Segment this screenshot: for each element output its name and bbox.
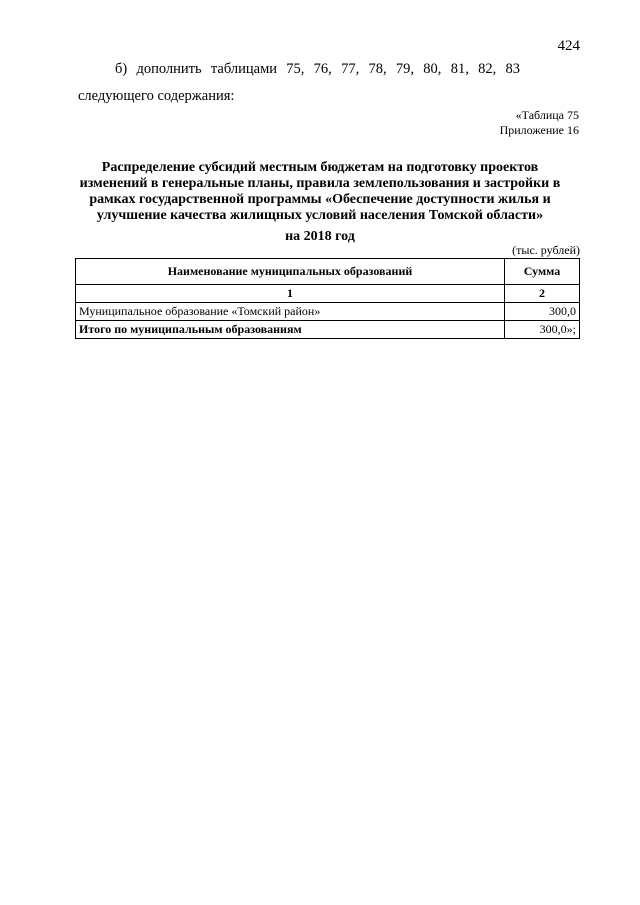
header-amount: Сумма xyxy=(505,259,580,285)
total-label: Итого по муниципальным образованиям xyxy=(76,321,505,339)
header-municipality: Наименование муниципальных образований xyxy=(76,259,505,285)
column-number-row xyxy=(76,285,580,303)
document-title-year: на 2018 год xyxy=(285,229,355,244)
table-number: «Таблица 75 xyxy=(515,108,579,122)
intro-paragraph-continuation: следующего содержания: xyxy=(78,88,235,104)
column-number-1: 1 xyxy=(76,285,505,303)
document-title: Распределение субсидий местным бюджетам на подготовку проектов изменений в генеральные планы, правила землепользования и застройки в рамках государственной программы «Обеспечение доступности жилья и улучшение качества жилищных условий населения Томской области» xyxy=(79,160,561,223)
column-number-2: 2 xyxy=(505,285,580,303)
appendix-number: Приложение 16 xyxy=(499,123,579,137)
table-header-row xyxy=(76,259,580,285)
municipality-name: Муниципальное образование «Томский район» xyxy=(76,303,505,321)
total-amount: 300,0»; xyxy=(505,321,580,339)
intro-paragraph: б) дополнить таблицами 75, 76, 77, 78, 79, 80, 81, 82, 83 xyxy=(115,61,520,77)
table-reference xyxy=(500,108,579,138)
subsidy-table xyxy=(75,258,580,339)
municipality-amount: 300,0 xyxy=(505,303,580,321)
total-row xyxy=(76,321,580,339)
units-label: (тыс. рублей) xyxy=(512,243,580,257)
table-row xyxy=(76,303,580,321)
page-number: 424 xyxy=(557,38,580,54)
